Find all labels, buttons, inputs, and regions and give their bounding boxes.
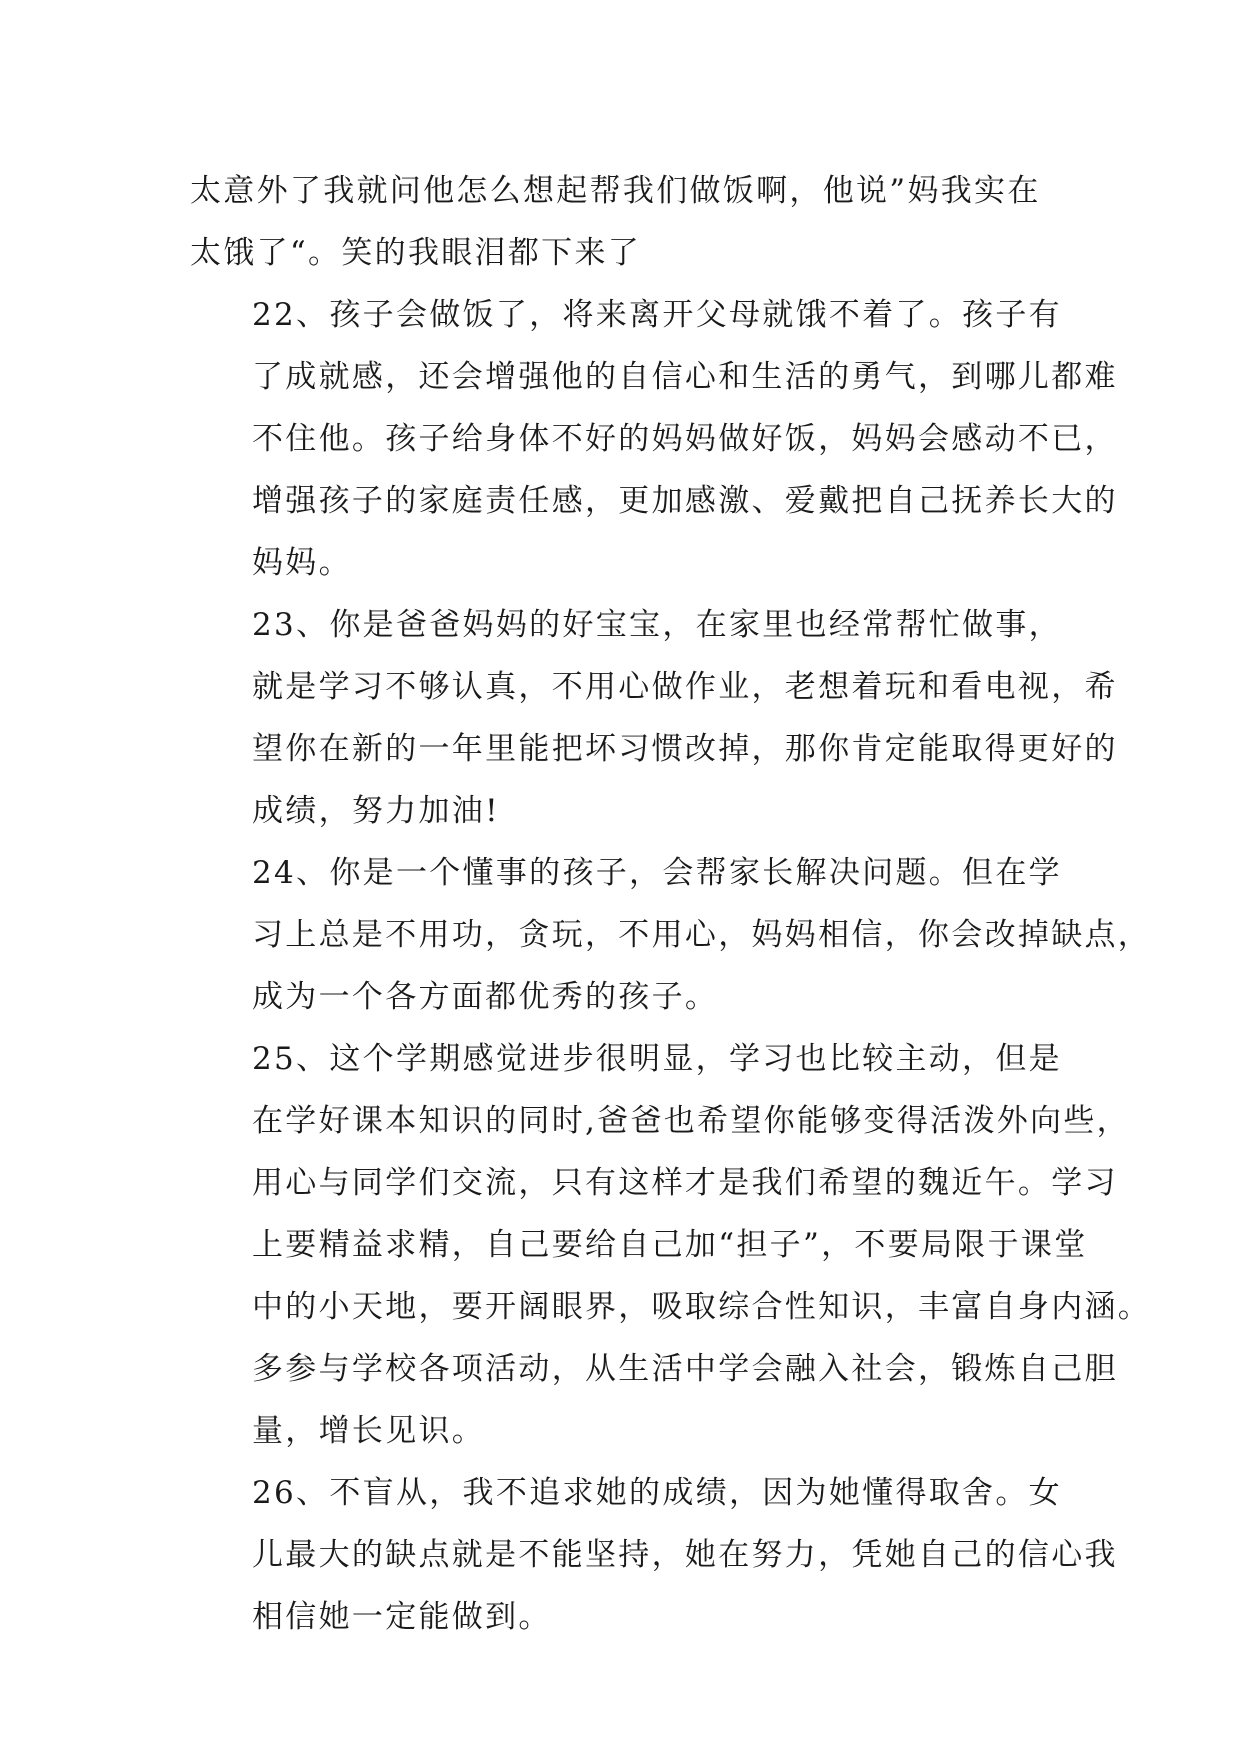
text-line: 增强孩子的家庭责任感，更加感激、爱戴把自己抚养长大的 — [252, 483, 1118, 519]
text-line: 相信她一定能做到。 — [252, 1599, 552, 1635]
text-line: 22、孩子会做饭了，将来离开父母就饿不着了。孩子有 — [252, 297, 1062, 333]
text-line: 太饿了“。笑的我眼泪都下来了 — [190, 235, 642, 271]
paragraph-22 — [190, 284, 1118, 594]
text-line: 在学好课本知识的同时,爸爸也希望你能够变得活泼外向些， — [252, 1103, 1130, 1139]
text-line: 太意外了我就问他怎么想起帮我们做饭啊，他说”妈我实在 — [190, 173, 1041, 209]
paragraph-continuation — [190, 160, 1060, 284]
text-line: 23、你是爸爸妈妈的好宝宝，在家里也经常帮忙做事， — [252, 607, 1062, 643]
text-line: 儿最大的缺点就是不能坚持，她在努力，凭她自己的信心我 — [252, 1537, 1118, 1573]
paragraph-23 — [190, 594, 1118, 842]
text-line: 中的小天地，要开阔眼界，吸取综合性知识，丰富自身内涵。 — [252, 1289, 1152, 1325]
text-line: 26、不盲从，我不追求她的成绩，因为她懂得取舍。女 — [252, 1475, 1062, 1511]
text-line: 习上总是不用功，贪玩，不用心，妈妈相信，你会改掉缺点， — [252, 917, 1152, 953]
text-line: 不住他。孩子给身体不好的妈妈做好饭，妈妈会感动不已， — [252, 421, 1118, 457]
paragraph-26 — [190, 1462, 1118, 1648]
paragraph-24 — [190, 842, 1152, 1028]
text-line: 了成就感，还会增强他的自信心和生活的勇气，到哪儿都难 — [252, 359, 1118, 395]
text-line: 就是学习不够认真，不用心做作业，老想着玩和看电视，希 — [252, 669, 1118, 705]
paragraph-25 — [190, 1028, 1152, 1462]
text-line: 望你在新的一年里能把坏习惯改掉，那你肯定能取得更好的 — [252, 731, 1118, 767]
text-line: 量，增长见识。 — [252, 1413, 486, 1449]
text-line: 成为一个各方面都优秀的孩子。 — [252, 979, 719, 1015]
text-line: 上要精益求精，自己要给自己加“担子”，不要局限于课堂 — [252, 1227, 1088, 1263]
text-line: 24、你是一个懂事的孩子，会帮家长解决问题。但在学 — [252, 855, 1062, 891]
text-line: 用心与同学们交流，只有这样才是我们希望的魏近午。学习 — [252, 1165, 1118, 1201]
text-line: 成绩，努力加油! — [252, 793, 500, 829]
text-line: 多参与学校各项活动，从生活中学会融入社会，锻炼自己胆 — [252, 1351, 1118, 1387]
document-body — [190, 160, 1152, 1648]
text-line: 妈妈。 — [252, 545, 352, 581]
text-line: 25、这个学期感觉进步很明显，学习也比较主动，但是 — [252, 1041, 1062, 1077]
